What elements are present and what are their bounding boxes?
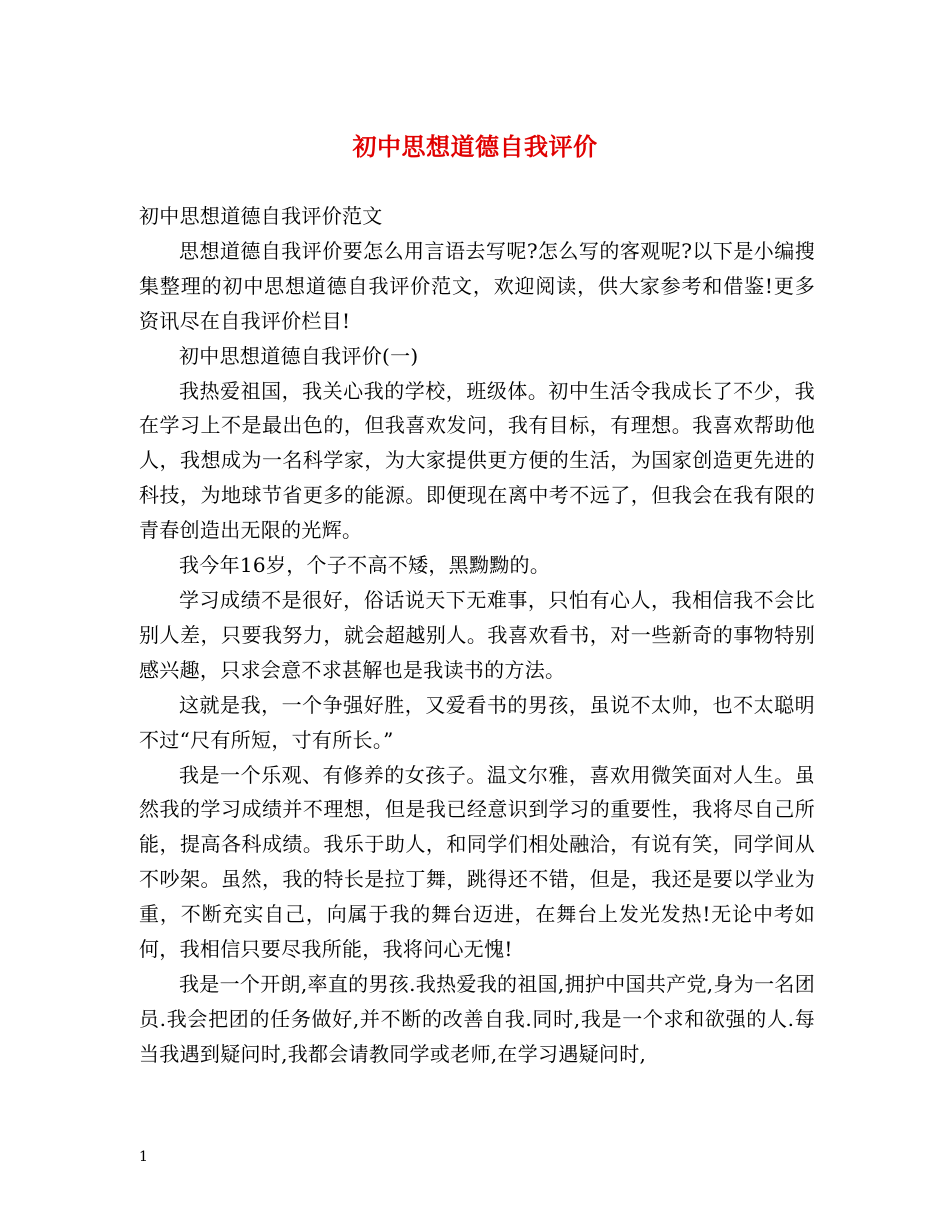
document-body — [139, 199, 815, 1072]
body-paragraph: 我今年16岁，个子不高不矮，黑黝黝的。 — [179, 553, 551, 578]
page-title: 初中思想道德自我评价 — [352, 132, 598, 161]
body-paragraph: 这就是我，一个争强好胜，又爱看书的男孩，虽说不太帅，也不太聪明不过“尺有所短，寸有所长。” — [139, 692, 815, 752]
body-paragraph: 我热爱祖国，我关心我的学校，班级体。初中生活令我成长了不少，我在学习上不是最出色的，但我喜欢发问，我有目标，有理想。我喜欢帮助他人，我想成为一名科学家，为大家提供更方便的生活，为国家创造更先进的科技，为地球节省更多的能源。即便现在离中考不远了，但我会在我有限的青春创造出无限的光辉。 — [139, 378, 815, 543]
page-number: 1 — [139, 1149, 148, 1165]
body-paragraph: 学习成绩不是很好，俗话说天下无难事，只怕有心人，我相信我不会比别人差，只要我努力，就会超越别人。我喜欢看书，对一些新奇的事物特别感兴趣，只求会意不求甚解也是我读书的方法。 — [139, 587, 815, 682]
subtitle-paragraph: 初中思想道德自我评价范文 — [139, 204, 383, 228]
body-paragraph: 我是一个开朗,率直的男孩.我热爱我的祖国,拥护中国共产党,身为一名团员.我会把团的任务做好,并不断的改善自我.同时,我是一个求和欲强的人.每当我遇到疑问时,我都会请教同学或老师,在学习遇疑问时, — [139, 971, 815, 1066]
intro-paragraph: 思想道德自我评价要怎么用言语去写呢?怎么写的客观呢?以下是小编搜集整理的初中思想道德自我评价范文，欢迎阅读，供大家参考和借鉴!更多资讯尽在自我评价栏目! — [139, 238, 815, 333]
body-paragraph: 我是一个乐观、有修养的女孩子。温文尔雅，喜欢用微笑面对人生。虽然我的学习成绩并不理想，但是我已经意识到学习的重要性，我将尽自己所能，提高各科成绩。我乐于助人，和同学们相处融洽，有说有笑，同学间从不吵架。虽然，我的特长是拉丁舞，跳得还不错，但是，我还是要以学业为重，不断充实自己，向属于我的舞台迈进，在舞台上发光发热!无论中考如何，我相信只要尽我所能，我将问心无愧! — [139, 762, 815, 962]
section-heading: 初中思想道德自我评价(一) — [179, 343, 419, 368]
